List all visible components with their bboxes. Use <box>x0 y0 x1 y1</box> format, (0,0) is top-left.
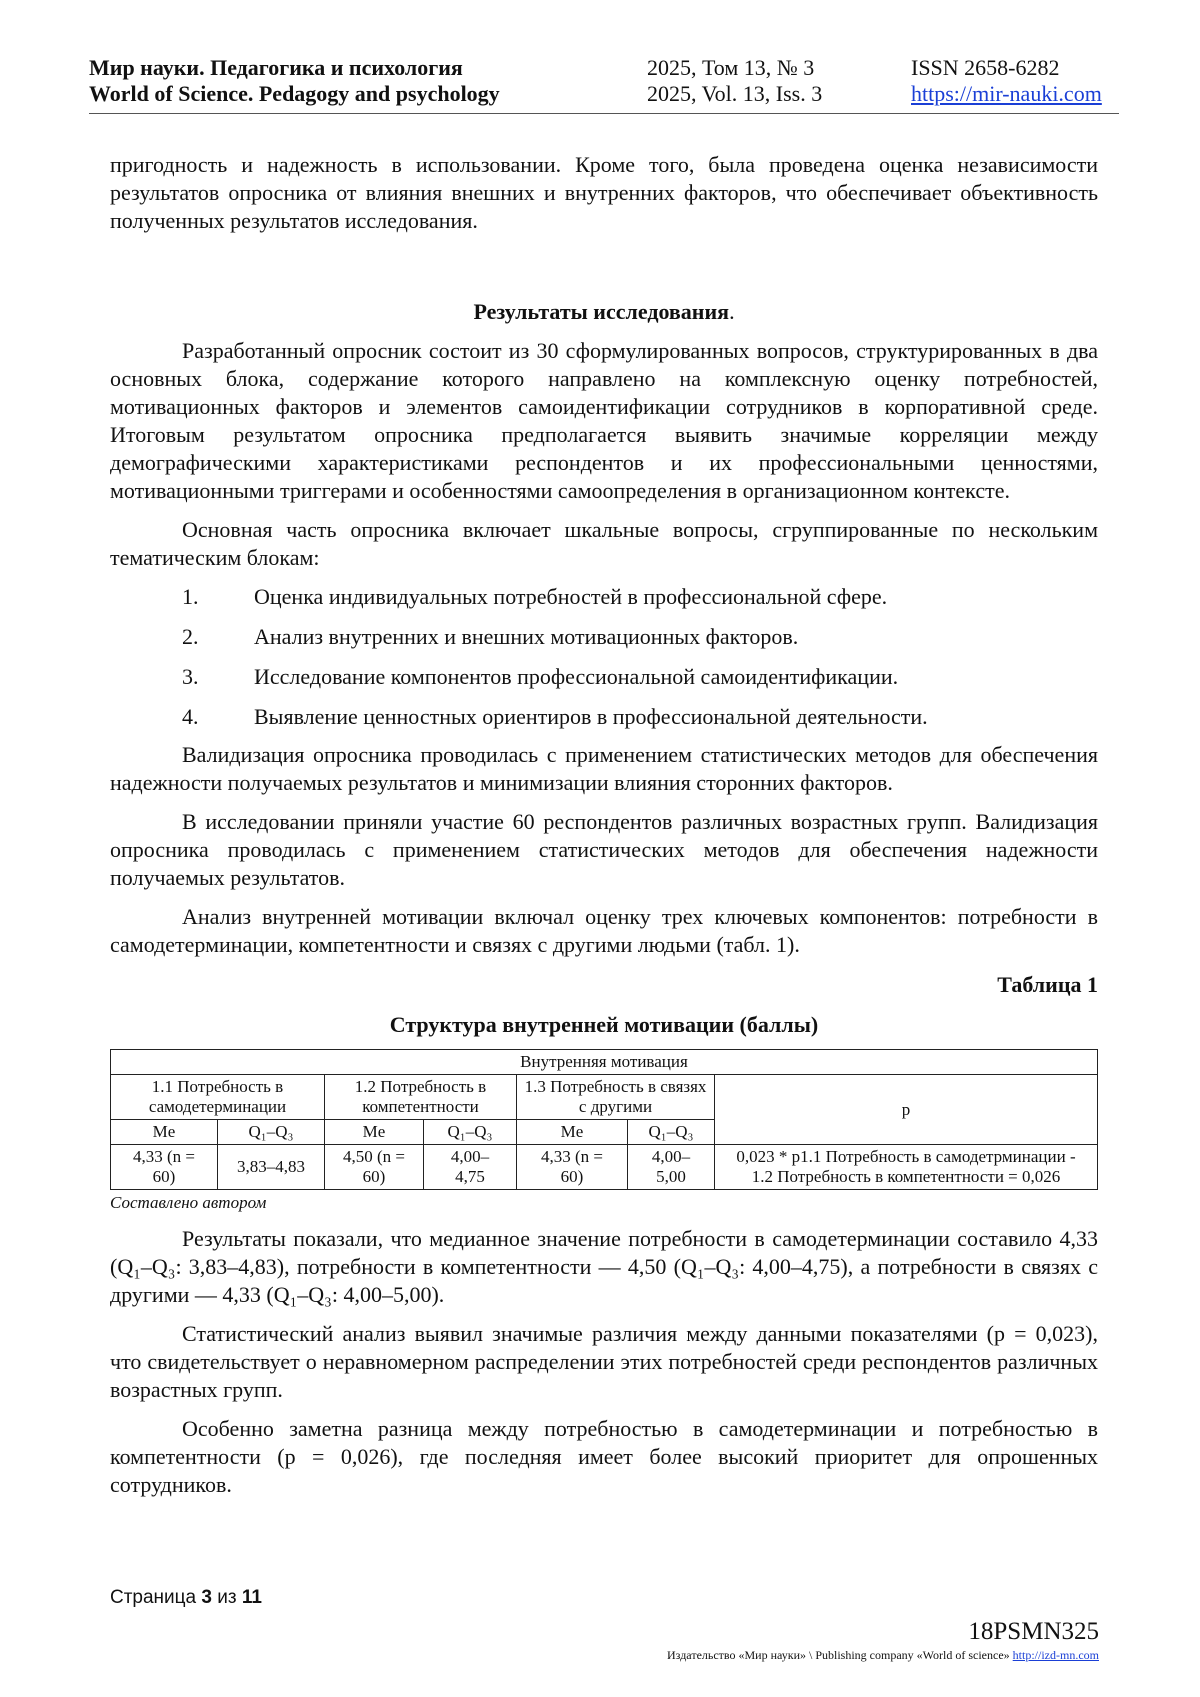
list-item-text: Оценка индивидуальных потребностей в профессиональной сфере. <box>254 584 888 609</box>
page-number <box>110 1587 262 1609</box>
list-item <box>110 623 1098 651</box>
publisher-url-link[interactable]: http://izd-mn.com <box>1012 1648 1099 1662</box>
table-subheader-q: Q₁–Q₃ <box>218 1120 325 1145</box>
table-col-header-p: p <box>715 1075 1098 1145</box>
list-item-text: Выявление ценностных ориентиров в профессиональной деятельности. <box>254 704 928 729</box>
paragraph: пригодность и надежность в использовании. Кроме того, была проведена оценка независимости результатов опросника от влияния внешних и внутренних факторов, что обеспечивает объективность полученных результатов исследования. <box>110 152 1098 233</box>
table-number: Таблица 1 <box>997 972 1098 997</box>
issue-info <box>647 55 822 107</box>
block-list <box>110 583 1098 731</box>
list-item-number: 3. <box>182 664 199 689</box>
paragraph: Анализ внутренней мотивации включал оценку трех ключевых компонентов: потребности в самодетерминации, компетентности и связях с другими людьми (табл. 1). <box>110 904 1098 957</box>
journal-title-ru: Мир науки. Педагогика и психология <box>89 55 463 80</box>
table-cell: 4,00–5,00 <box>628 1145 715 1190</box>
table-subheader-me: Me <box>111 1120 218 1145</box>
table-cell-p: 0,023 * p1.1 Потребность в самодетрминации - 1.2 Потребность в компетентности = 0,026 <box>715 1145 1098 1190</box>
motivation-table <box>110 1049 1098 1190</box>
table-group-header: Внутренняя мотивация <box>111 1050 1098 1075</box>
table-cell: 3,83–4,83 <box>218 1145 325 1190</box>
table-source: Составлено автором <box>110 1193 267 1212</box>
table-subheader-me: Me <box>517 1120 628 1145</box>
table-col-header: 1.2 Потребность в компетентности <box>325 1075 517 1120</box>
paragraph: Особенно заметна разница между потребностью в самодетерминации и потребностью в компетентности (p = 0,026), где последняя имеет более высокий приоритет для опрошенных сотрудников. <box>110 1416 1098 1497</box>
table-subheader-q: Q₁–Q₃ <box>628 1120 715 1145</box>
paragraph: Разработанный опросник состоит из 30 сформулированных вопросов, структурированных в два основных блока, содержание которого направлено на комплексную оценку потребностей, мотивационных факторов и элементов самоидентификации сотрудников в корпоративной среде. Итоговым результатом опросника предполагается выявить значимые корреляции между демографическими характеристиками респондентов и их профессиональными ценностями, мотивационными триггерами и особенностями самоопределения в организационном контексте. <box>110 338 1098 503</box>
paragraph: Статистический анализ выявил значимые различия между данными показателями (p = 0,023), что свидетельствует о неравномерном распределении этих потребностей среди респондентов различных возрастных групп. <box>110 1321 1098 1402</box>
page-total: 11 <box>241 1587 262 1608</box>
table-row <box>111 1145 1098 1190</box>
article-code: 18PSMN325 <box>968 1618 1099 1645</box>
table-subheader-q: Q₁–Q₃ <box>424 1120 517 1145</box>
paragraph: Основная часть опросника включает шкальные вопросы, сгруппированные по нескольким тематическим блокам: <box>110 517 1098 570</box>
page-label: Страница <box>110 1587 197 1608</box>
section-heading-dot: . <box>729 299 735 324</box>
table-cell: 4,00–4,75 <box>424 1145 517 1190</box>
table-cell: 4,50 (n = 60) <box>325 1145 424 1190</box>
paragraph: В исследовании приняли участие 60 респондентов различных возрастных групп. Валидизация опросника проводилась с применением статистических методов для обеспечения надежности получаемых результатов. <box>110 809 1098 890</box>
issn: ISSN 2658-6282 <box>911 55 1060 80</box>
issn-block <box>911 55 1102 107</box>
issue-ru: 2025, Том 13, № 3 <box>647 55 815 80</box>
list-item-number: 4. <box>182 704 199 729</box>
table-subheader-me: Me <box>325 1120 424 1145</box>
publisher-name: Издательство «Мир науки» \ Publishing company «World of science» <box>667 1648 1010 1662</box>
table-cell: 4,33 (n = 60) <box>111 1145 218 1190</box>
page-current: 3 <box>201 1587 212 1608</box>
running-header <box>89 55 1119 114</box>
list-item <box>110 703 1098 731</box>
table-col-header: 1.3 Потребность в связях с другими <box>517 1075 715 1120</box>
journal-title-en: World of Science. Pedagogy and psychology <box>89 81 500 106</box>
list-item-number: 1. <box>182 584 199 609</box>
table-cell: 4,33 (n = 60) <box>517 1145 628 1190</box>
publisher-line <box>667 1648 1099 1663</box>
section-heading-text: Результаты исследования <box>473 299 730 324</box>
issue-en: 2025, Vol. 13, Iss. 3 <box>647 81 823 106</box>
list-item-number: 2. <box>182 624 199 649</box>
journal-title <box>89 55 500 107</box>
article-body <box>110 151 1098 1499</box>
list-item-text: Анализ внутренних и внешних мотивационных факторов. <box>254 624 799 649</box>
list-item <box>110 583 1098 611</box>
paragraph: Результаты показали, что медианное значение потребности в самодетерминации составило 4,33 (Q₁–Q₃: 3,83–4,83), потребности в компетентности — 4,50 (Q₁–Q₃: 4,00–4,75), а потребности в связях с другими — 4,33 (Q₁–Q₃: 4,00–5,00). <box>110 1226 1098 1307</box>
section-heading <box>110 298 1098 326</box>
table-title: Структура внутренней мотивации (баллы) <box>389 1012 819 1037</box>
table-col-header: 1.1 Потребность в самодетерминации <box>111 1075 325 1120</box>
page-of: из <box>217 1587 237 1608</box>
paragraph: Валидизация опросника проводилась с применением статистических методов для обеспечения надежности получаемых результатов и минимизации влияния сторонних факторов. <box>110 742 1098 795</box>
list-item-text: Исследование компонентов профессиональной самоидентификации. <box>254 664 899 689</box>
list-item <box>110 663 1098 691</box>
journal-url-link[interactable]: https://mir-nauki.com <box>911 81 1102 106</box>
